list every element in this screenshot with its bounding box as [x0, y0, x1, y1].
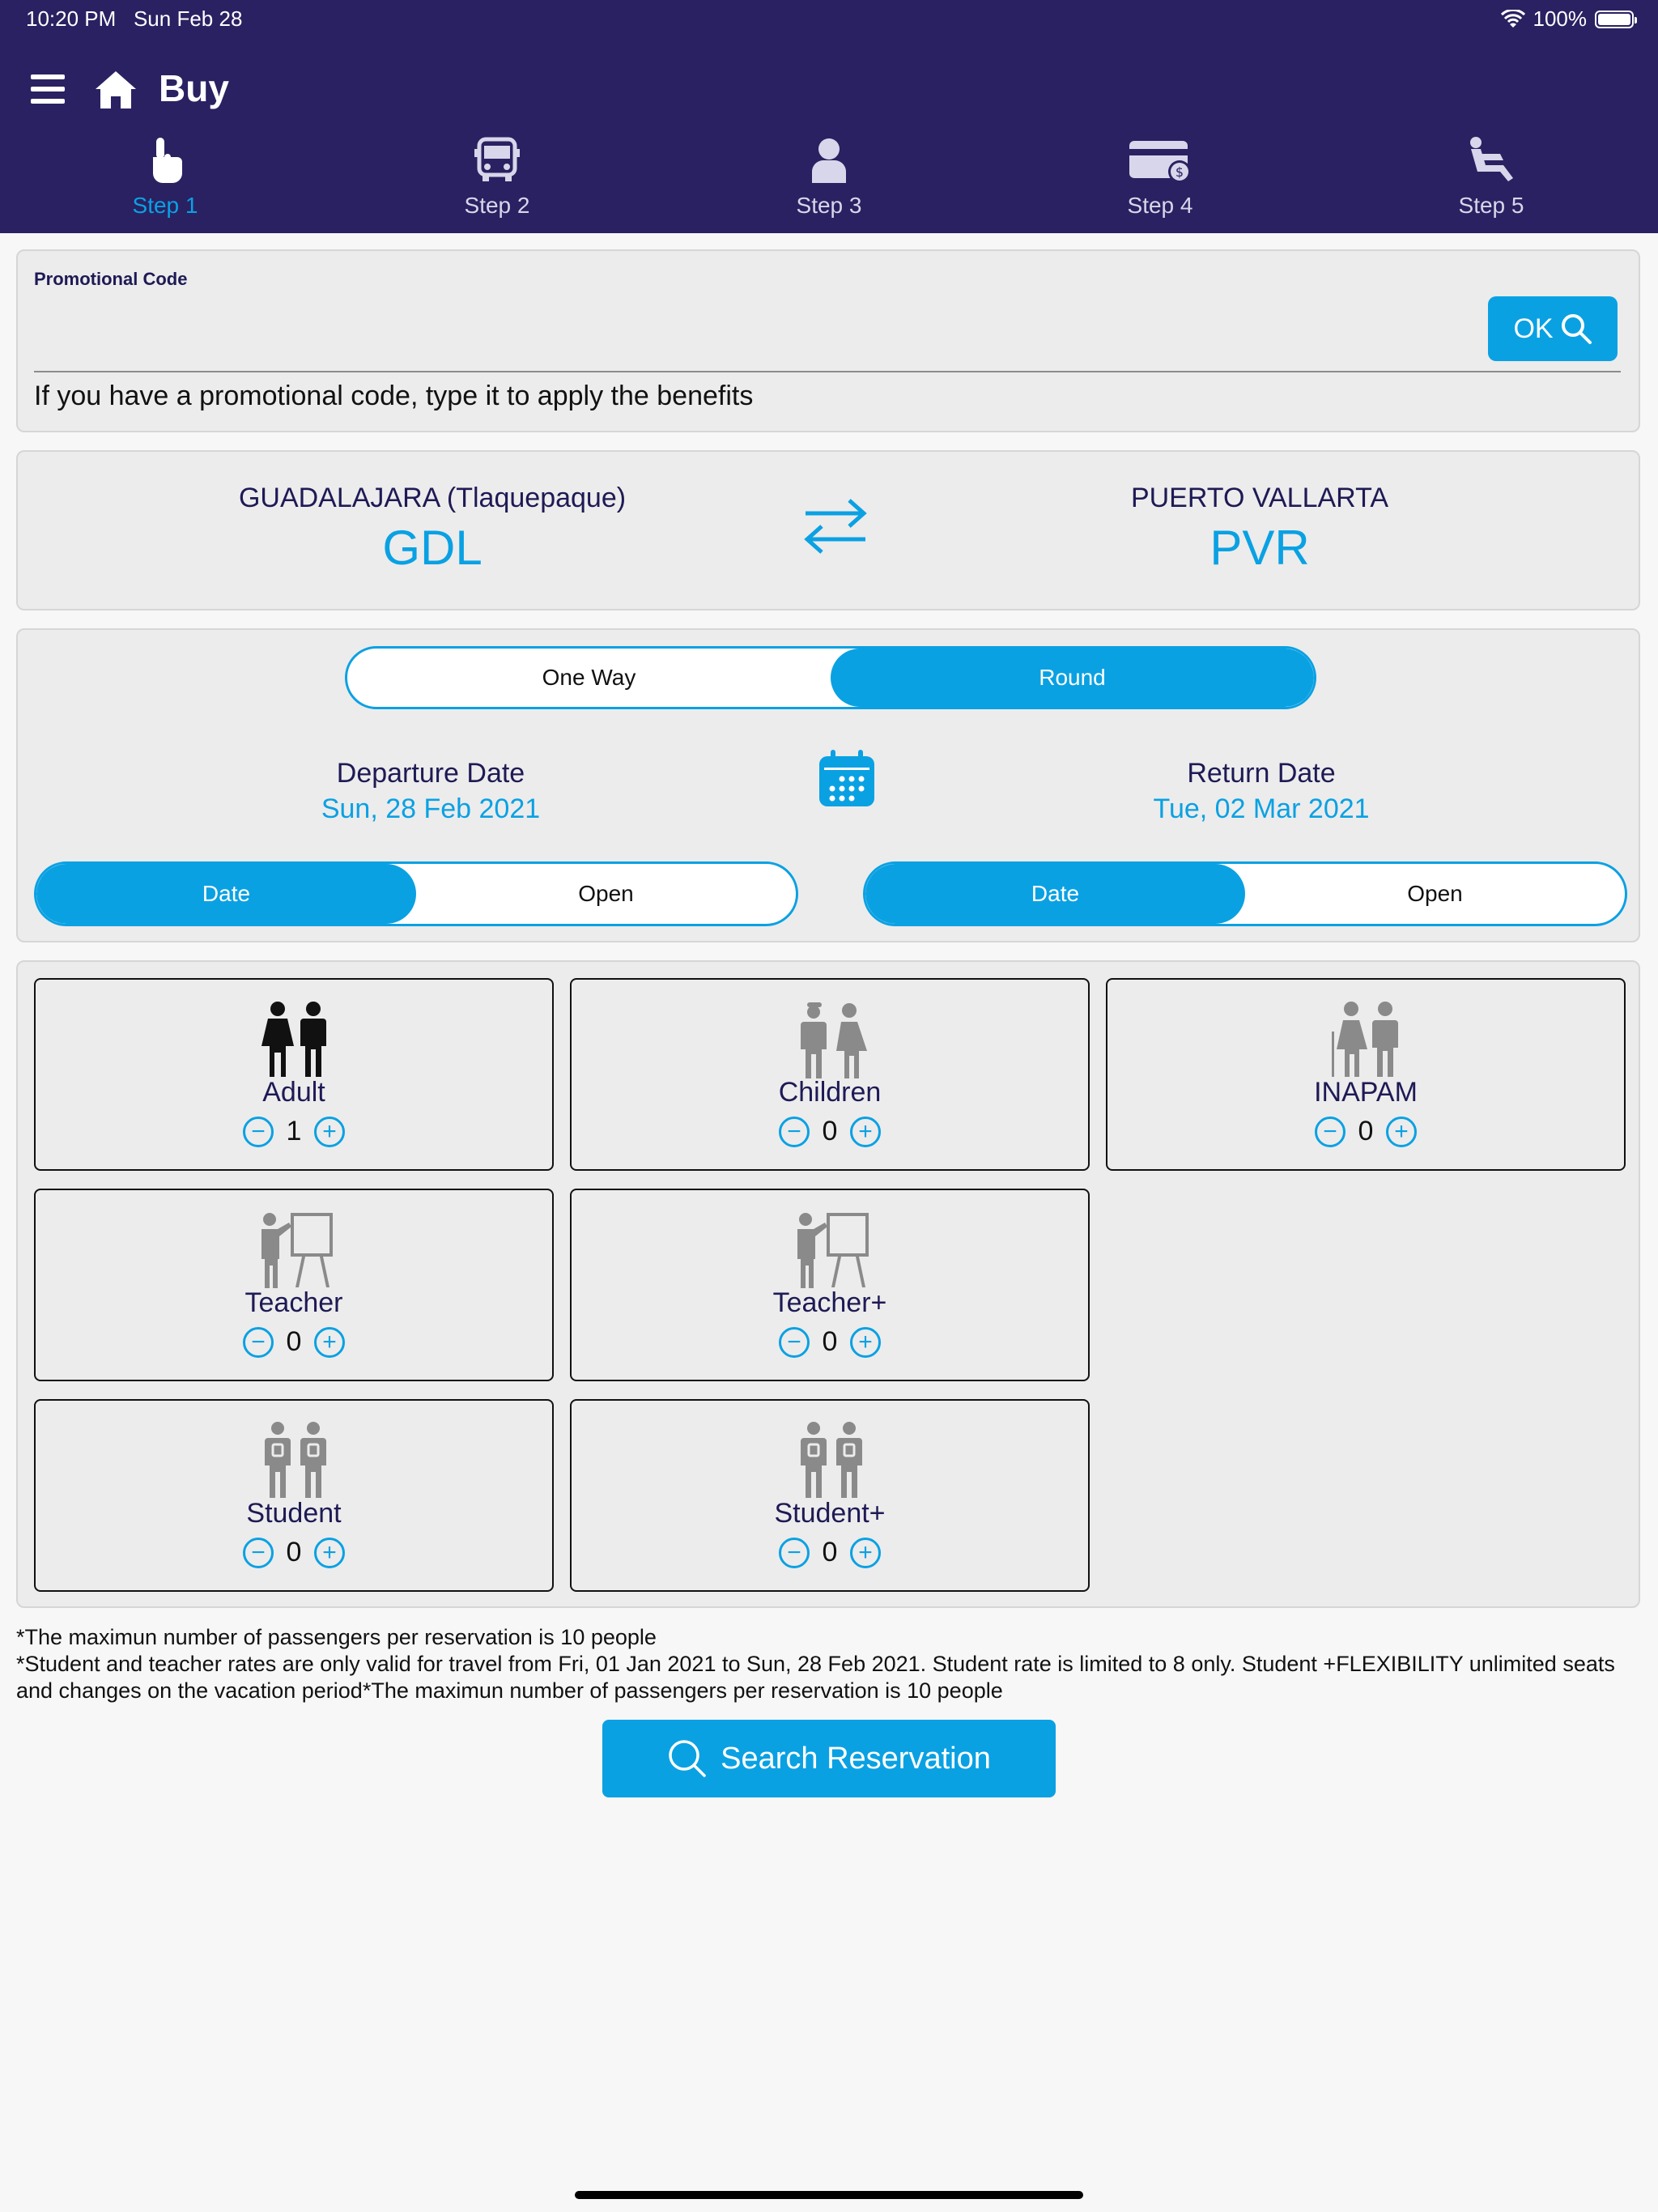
passenger-notes	[16, 1624, 1643, 1704]
passenger-adult	[34, 978, 554, 1171]
status-time	[26, 6, 242, 32]
svg-text:$: $	[1175, 164, 1184, 180]
search-reservation-button[interactable]	[602, 1720, 1056, 1797]
plus-button[interactable]: +	[314, 1327, 345, 1358]
minus-button[interactable]: −	[1315, 1117, 1346, 1147]
tab-step-2[interactable]	[400, 136, 594, 233]
plus-button[interactable]: +	[314, 1117, 345, 1147]
passenger-type-label: INAPAM	[1314, 1077, 1418, 1108]
step-label: Step 5	[1458, 193, 1524, 218]
passenger-type-label: Teacher+	[772, 1287, 887, 1318]
passenger-student	[34, 1399, 554, 1592]
plus-button[interactable]: +	[850, 1117, 881, 1147]
passenger-count: 0	[286, 1537, 302, 1568]
minus-button[interactable]: −	[779, 1327, 810, 1358]
promo-label: Promotional Code	[34, 269, 188, 289]
passenger-type-label: Teacher	[244, 1287, 343, 1318]
promo-code-input[interactable]	[34, 300, 1621, 372]
search-icon	[667, 1738, 708, 1779]
passenger-teacher-plus	[570, 1189, 1090, 1381]
departure-date-option[interactable]: Date	[36, 864, 416, 924]
passenger-type-label: Children	[778, 1077, 882, 1108]
swap-route-icon[interactable]	[799, 494, 872, 559]
home-icon[interactable]	[94, 70, 138, 110]
senior-couple-icon	[1327, 999, 1408, 1080]
students-backpack-icon	[255, 1420, 336, 1501]
departure-date-mode-toggle	[34, 861, 798, 926]
teacher-board-icon	[255, 1210, 336, 1291]
tab-step-1[interactable]	[68, 136, 262, 233]
step-label: Step 2	[464, 193, 530, 218]
wifi-icon	[1501, 10, 1525, 29]
step-label: Step 1	[132, 193, 198, 218]
departure-open-option[interactable]: Open	[578, 881, 634, 906]
minus-button[interactable]: −	[779, 1117, 810, 1147]
passenger-counter	[572, 1116, 1088, 1147]
return-date-label: Return Date	[1187, 758, 1336, 789]
note-student-teacher-rates: *Student and teacher rates are only valid for travel from Fri, 01 Jan 2021 to Sun, 28 Feb 2021. Student rate is limited to 8 only. Student +FLEXIBILITY unlimited seats and changes on the vacation period*The maximun number of passengers per reservation is 10 people	[16, 1652, 1615, 1703]
plus-button[interactable]: +	[850, 1538, 881, 1568]
plus-button[interactable]: +	[1386, 1117, 1417, 1147]
passenger-inapam	[1106, 978, 1626, 1171]
passenger-count: 0	[1358, 1116, 1374, 1146]
seat-icon	[1463, 136, 1520, 185]
passenger-type-label: Adult	[262, 1077, 325, 1108]
plus-button[interactable]: +	[314, 1538, 345, 1568]
passenger-children	[570, 978, 1090, 1171]
destination-code[interactable]: PVR	[1209, 521, 1310, 575]
teacher-board-icon	[791, 1210, 872, 1291]
calendar-icon[interactable]	[818, 750, 876, 808]
trip-card	[16, 628, 1640, 942]
origin-code[interactable]: GDL	[382, 521, 483, 575]
passenger-counter	[36, 1326, 552, 1358]
step-label: Step 4	[1127, 193, 1193, 218]
passenger-count: 1	[286, 1116, 302, 1146]
step-tabs	[0, 136, 1658, 233]
app-header	[0, 0, 1658, 233]
note-max-passengers: *The maximun number of passengers per reservation is 10 people	[16, 1625, 657, 1649]
adult-couple-icon	[255, 999, 336, 1080]
step-label: Step 3	[796, 193, 862, 218]
promo-help-text: If you have a promotional code, type it to apply the benefits	[34, 381, 754, 411]
tab-step-5[interactable]	[1394, 136, 1588, 233]
passenger-counter	[1107, 1116, 1624, 1147]
return-date-option[interactable]: Date	[865, 864, 1245, 924]
tab-step-3[interactable]	[732, 136, 926, 233]
ok-label: OK	[1513, 313, 1554, 344]
bus-icon	[473, 136, 521, 185]
passenger-count: 0	[822, 1116, 838, 1146]
battery-percent: 100%	[1533, 6, 1587, 31]
promo-card	[16, 249, 1640, 432]
home-indicator[interactable]	[575, 2191, 1083, 2199]
trip-type-toggle	[345, 646, 1316, 709]
route-card	[16, 450, 1640, 610]
passenger-counter	[572, 1326, 1088, 1358]
passenger-counter	[36, 1116, 552, 1147]
status-indicators	[1501, 6, 1635, 32]
search-icon	[1560, 313, 1592, 345]
origin-city[interactable]: GUADALAJARA (Tlaquepaque)	[238, 483, 627, 513]
passenger-counter	[36, 1537, 552, 1568]
departure-date-value[interactable]: Sun, 28 Feb 2021	[321, 793, 541, 824]
hamburger-menu-icon[interactable]	[31, 74, 65, 104]
hand-pointer-icon	[145, 136, 185, 185]
minus-button[interactable]: −	[243, 1538, 274, 1568]
one-way-option[interactable]: One Way	[542, 665, 636, 690]
payment-card-icon	[1128, 136, 1192, 185]
children-icon	[791, 999, 872, 1080]
passenger-type-label: Student+	[774, 1498, 886, 1529]
passenger-teacher	[34, 1189, 554, 1381]
return-date-value[interactable]: Tue, 02 Mar 2021	[1153, 793, 1370, 824]
passenger-count: 0	[822, 1326, 838, 1357]
passenger-counter	[572, 1537, 1088, 1568]
destination-city[interactable]: PUERTO VALLARTA	[1130, 483, 1389, 513]
plus-button[interactable]: +	[850, 1327, 881, 1358]
promo-ok-button[interactable]	[1488, 296, 1618, 361]
status-date: Sun Feb 28	[133, 6, 243, 31]
minus-button[interactable]: −	[779, 1538, 810, 1568]
passenger-count: 0	[286, 1326, 302, 1357]
person-icon	[809, 136, 849, 185]
status-clock: 10:20 PM	[26, 6, 117, 31]
passengers-card	[16, 960, 1640, 1608]
return-date-mode-toggle	[863, 861, 1627, 926]
page-title: Buy	[159, 67, 229, 109]
tab-step-4[interactable]	[1063, 136, 1257, 233]
return-open-option[interactable]: Open	[1407, 881, 1463, 906]
minus-button[interactable]: −	[243, 1117, 274, 1147]
search-reservation-label: Search Reservation	[721, 1741, 991, 1776]
passenger-type-label: Student	[246, 1498, 342, 1529]
departure-date-label: Departure Date	[336, 758, 525, 789]
students-backpack-icon	[791, 1420, 872, 1501]
passenger-count: 0	[822, 1537, 838, 1568]
round-option[interactable]: Round	[831, 649, 1314, 707]
minus-button[interactable]: −	[243, 1327, 274, 1358]
passenger-student-plus	[570, 1399, 1090, 1592]
battery-icon	[1595, 11, 1634, 28]
